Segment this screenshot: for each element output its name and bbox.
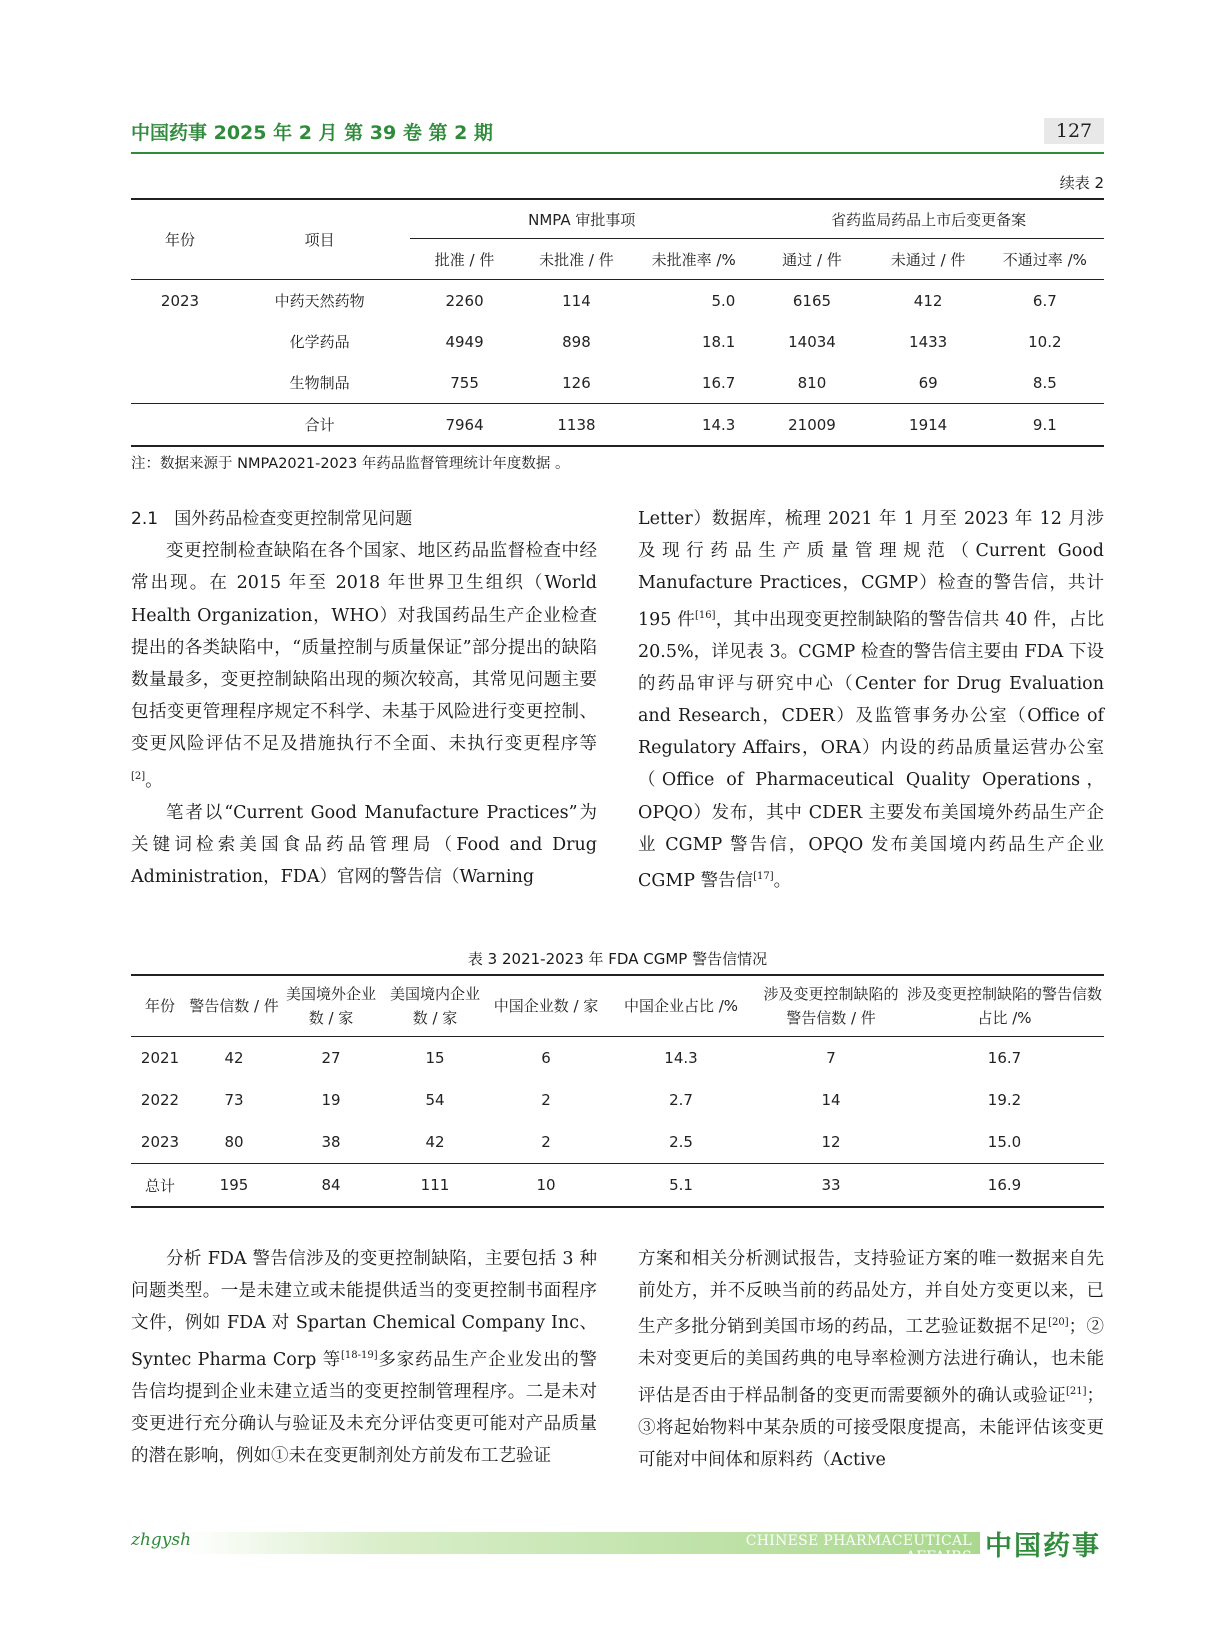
journal-logo: 中国药事 bbox=[985, 1531, 1101, 1562]
cell: 14.3 bbox=[634, 404, 753, 447]
col-header: 美国境内企业数 / 家 bbox=[383, 975, 487, 1037]
sub-header: 批准 / 件 bbox=[434, 250, 495, 269]
cell: 16.7 bbox=[987, 1049, 1022, 1067]
paragraph-text: ，其中出现变更控制缺陷的警告信共 40 件，占比 20.5%，详见表 3。CGMP 检查的警告信主要由 FDA 下设的药品审评与研究中心（Center for Drug Evaluation and Research，CDER）及监管事务办公室（Office of Regulatory Affairs，ORA）内设的药品质量运营办公室（Office of Pharmaceutical Quality Operations，OPQO）发布，其中 CDER 主要发布美国境外药品生产企业 CGMP 警告信，OPQO 发布美国境内药品生产企业 CGMP 警告信 bbox=[638, 609, 1104, 891]
sub-header: 未批准率 /% bbox=[651, 250, 736, 269]
citation: [2] bbox=[131, 770, 146, 782]
cell: 16.9 bbox=[905, 1164, 1104, 1208]
paragraph-text: 。 bbox=[773, 870, 792, 891]
col-header: 中国企业数 / 家 bbox=[487, 975, 605, 1037]
section-title: 国外药品检查变更控制常见问题 bbox=[174, 509, 413, 529]
table-3-caption: 表 3 2021-2023 年 FDA CGMP 警告信情况 bbox=[467, 950, 768, 968]
cell: 9.1 bbox=[986, 404, 1104, 447]
cell: 195 bbox=[189, 1164, 279, 1208]
section-number: 2.1 bbox=[131, 509, 159, 529]
col-item: 项目 bbox=[229, 199, 410, 280]
cell: 21009 bbox=[753, 404, 870, 447]
paragraph-text: Letter）数据库，梳理 2021 年 1 月至 2023 年 12 月涉及现行药品生产质量管理规范（Current Good Manufacture Practices，CGMP）检查的警告信，共计 195 件 bbox=[638, 509, 1104, 630]
footer-left-text: zhgysh bbox=[131, 1530, 192, 1550]
table-note: 注：数据来源于 NMPA2021-2023 年药品监督管理统计年度数据 。 bbox=[131, 456, 570, 472]
cell-item: 生物制品 bbox=[289, 374, 350, 392]
table-total-row bbox=[131, 1164, 1104, 1208]
paragraph bbox=[131, 535, 597, 796]
cell: 54 bbox=[425, 1091, 445, 1109]
col-header: 涉及变更控制缺陷的警告信数 / 件 bbox=[757, 975, 905, 1037]
table-3 bbox=[131, 974, 1104, 1208]
cell: 2021 bbox=[140, 1049, 180, 1067]
citation: [16] bbox=[694, 609, 716, 621]
cell-item: 合计 bbox=[229, 404, 410, 447]
cell: 8.5 bbox=[1032, 373, 1057, 392]
col-header: 中国企业占比 /% bbox=[605, 975, 757, 1037]
cell: 38 bbox=[321, 1133, 341, 1151]
cell: 2.7 bbox=[669, 1091, 693, 1109]
cell: 898 bbox=[562, 332, 591, 351]
table-continued-label: 续表 2 bbox=[1059, 174, 1104, 192]
cell-year: 2023 bbox=[131, 280, 229, 322]
cell: 总计 bbox=[131, 1164, 189, 1208]
paragraph-text: 多家药品生产企业发出的警告信均提到企业未建立适当的变更控制管理程序。二是未对变更进行充分确认与验证及未充分评估变更可能对产品质量的潜在影响，例如①未在变更制剂处方前发布工艺验证 bbox=[131, 1349, 598, 1467]
table-2 bbox=[131, 198, 1104, 447]
cell: 15 bbox=[425, 1049, 445, 1067]
table-total-row bbox=[131, 404, 1104, 447]
cell: 16.7 bbox=[701, 373, 736, 392]
cell-item: 化学药品 bbox=[289, 333, 350, 351]
group-provincial: 省药监局药品上市后变更备案 bbox=[753, 199, 1104, 239]
cell: 111 bbox=[383, 1164, 487, 1208]
cell: 73 bbox=[224, 1091, 244, 1109]
col-header: 年份 bbox=[131, 975, 189, 1037]
paragraph-text: ；②未对变更后的美国药典的电导率检测方法进行确认，也未能评估是否由于样品制备的变更而需要额外的确认或验证 bbox=[638, 1317, 1105, 1406]
sub-header: 未批准 / 件 bbox=[539, 250, 614, 269]
cell: 12 bbox=[821, 1133, 841, 1151]
journal-header: 中国药事 2025 年 2 月 第 39 卷 第 2 期 bbox=[131, 122, 493, 144]
table-row bbox=[131, 321, 1104, 362]
section-heading bbox=[131, 503, 597, 535]
col-header: 美国境外企业数 / 家 bbox=[279, 975, 383, 1037]
cell: 7964 bbox=[410, 404, 519, 447]
cell: 810 bbox=[797, 373, 827, 392]
left-column bbox=[131, 503, 597, 893]
cell: 69 bbox=[918, 373, 938, 392]
cell: 6.7 bbox=[986, 280, 1104, 322]
table-row bbox=[131, 362, 1104, 404]
cell: 2022 bbox=[140, 1091, 180, 1109]
cell: 2 bbox=[541, 1133, 551, 1151]
cell: 18.1 bbox=[701, 332, 736, 351]
cell: 6165 bbox=[753, 280, 870, 322]
cell: 10.2 bbox=[1028, 332, 1062, 351]
sub-header: 不通过率 /% bbox=[1002, 250, 1087, 269]
citation: [17] bbox=[753, 871, 774, 883]
paragraph-text: ；③将起始物料中某杂质的可接受限度提高，未能评估该变更可能对中间体和原料药（Active bbox=[638, 1385, 1104, 1470]
cell: 1914 bbox=[871, 404, 986, 447]
right-column bbox=[638, 503, 1104, 897]
cell: 19.2 bbox=[987, 1091, 1022, 1109]
citation: [20] bbox=[1048, 1317, 1069, 1329]
cell: 15.0 bbox=[987, 1133, 1022, 1151]
citation: [18-19] bbox=[341, 1349, 378, 1361]
cell: 42 bbox=[425, 1133, 445, 1151]
cell: 27 bbox=[321, 1049, 341, 1067]
cell: 114 bbox=[519, 280, 634, 322]
citation: [21] bbox=[1065, 1385, 1087, 1397]
cell: 126 bbox=[562, 373, 591, 392]
cell-item: 中药天然药物 bbox=[229, 280, 410, 322]
cell: 1138 bbox=[519, 404, 634, 447]
cell: 6 bbox=[541, 1049, 551, 1067]
paragraph-text: 分析 FDA 警告信涉及的变更控制缺陷，主要包括 3 种问题类型。一是未建立或未能提供适当的变更控制书面程序文件，例如 FDA 对 Spartan Chemical Company Inc、Syntec Pharma Corp 等 bbox=[131, 1249, 597, 1370]
cell: 412 bbox=[871, 280, 986, 322]
cell: 84 bbox=[279, 1164, 383, 1208]
cell: 5.1 bbox=[605, 1164, 757, 1208]
paragraph bbox=[131, 1243, 597, 1472]
cell: 10 bbox=[487, 1164, 605, 1208]
cell: 2260 bbox=[410, 280, 519, 322]
footer-journal-english: CHINESE PHARMACEUTICAL AFFAIRS bbox=[745, 1533, 972, 1565]
cell: 42 bbox=[224, 1049, 244, 1067]
table-row bbox=[131, 1121, 1104, 1164]
paragraph bbox=[638, 503, 1104, 897]
paragraph-text: 。 bbox=[145, 770, 163, 791]
sub-header: 未通过 / 件 bbox=[890, 250, 966, 269]
table-row bbox=[131, 1079, 1104, 1121]
page-number: 127 bbox=[1044, 118, 1104, 144]
cell: 7 bbox=[826, 1049, 836, 1067]
col-header: 警告信数 / 件 bbox=[189, 975, 279, 1037]
bottom-right-column bbox=[638, 1243, 1104, 1476]
table-row bbox=[131, 1037, 1104, 1080]
header-rule bbox=[131, 152, 1104, 154]
cell: 1433 bbox=[909, 332, 948, 351]
paragraph-text: 变更控制检查缺陷在各个国家、地区药品监督检查中经常出现。在 2015 年至 2018 年世界卫生组织（World Health Organization，WHO）对我国药品生产企业检查提出的各类缺陷中，“质量控制与质量保证”部分提出的缺陷数量最多，变更控制缺陷出现的频次较高，其常见问题主要包括变更管理程序规定不科学、未基于风险进行变更控制、变更风险评估不足及措施执行不全面、未执行变更程序等 bbox=[131, 541, 597, 755]
cell: 80 bbox=[224, 1133, 244, 1151]
bottom-left-column bbox=[131, 1243, 597, 1472]
cell: 2.5 bbox=[669, 1133, 693, 1151]
col-year: 年份 bbox=[131, 199, 229, 280]
group-nmpa: NMPA 审批事项 bbox=[410, 199, 753, 239]
cell: 5.0 bbox=[634, 280, 753, 322]
cell: 2023 bbox=[140, 1133, 180, 1151]
paragraph: 笔者以“Current Good Manufacture Practices”为关键词检索美国食品药品管理局（Food and Drug Administration，FDA）官网的警告信（Warning bbox=[131, 802, 597, 888]
cell: 755 bbox=[450, 373, 479, 392]
cell: 14.3 bbox=[664, 1049, 698, 1067]
col-header: 涉及变更控制缺陷的警告信数占比 /% bbox=[905, 975, 1104, 1037]
cell: 14034 bbox=[788, 332, 836, 351]
cell: 19 bbox=[321, 1091, 341, 1109]
paragraph bbox=[638, 1243, 1104, 1476]
sub-header: 通过 / 件 bbox=[782, 250, 842, 269]
cell: 4949 bbox=[445, 332, 484, 351]
table-row bbox=[131, 280, 1104, 322]
cell: 14 bbox=[821, 1091, 841, 1109]
cell: 2 bbox=[541, 1091, 551, 1109]
cell: 33 bbox=[757, 1164, 905, 1208]
paragraph-text: 方案和相关分析测试报告，支持验证方案的唯一数据来自先前处方，并不反映当前的药品处方，并自处方变更以来，已生产多批分销到美国市场的药品，工艺验证数据不足 bbox=[638, 1249, 1104, 1338]
